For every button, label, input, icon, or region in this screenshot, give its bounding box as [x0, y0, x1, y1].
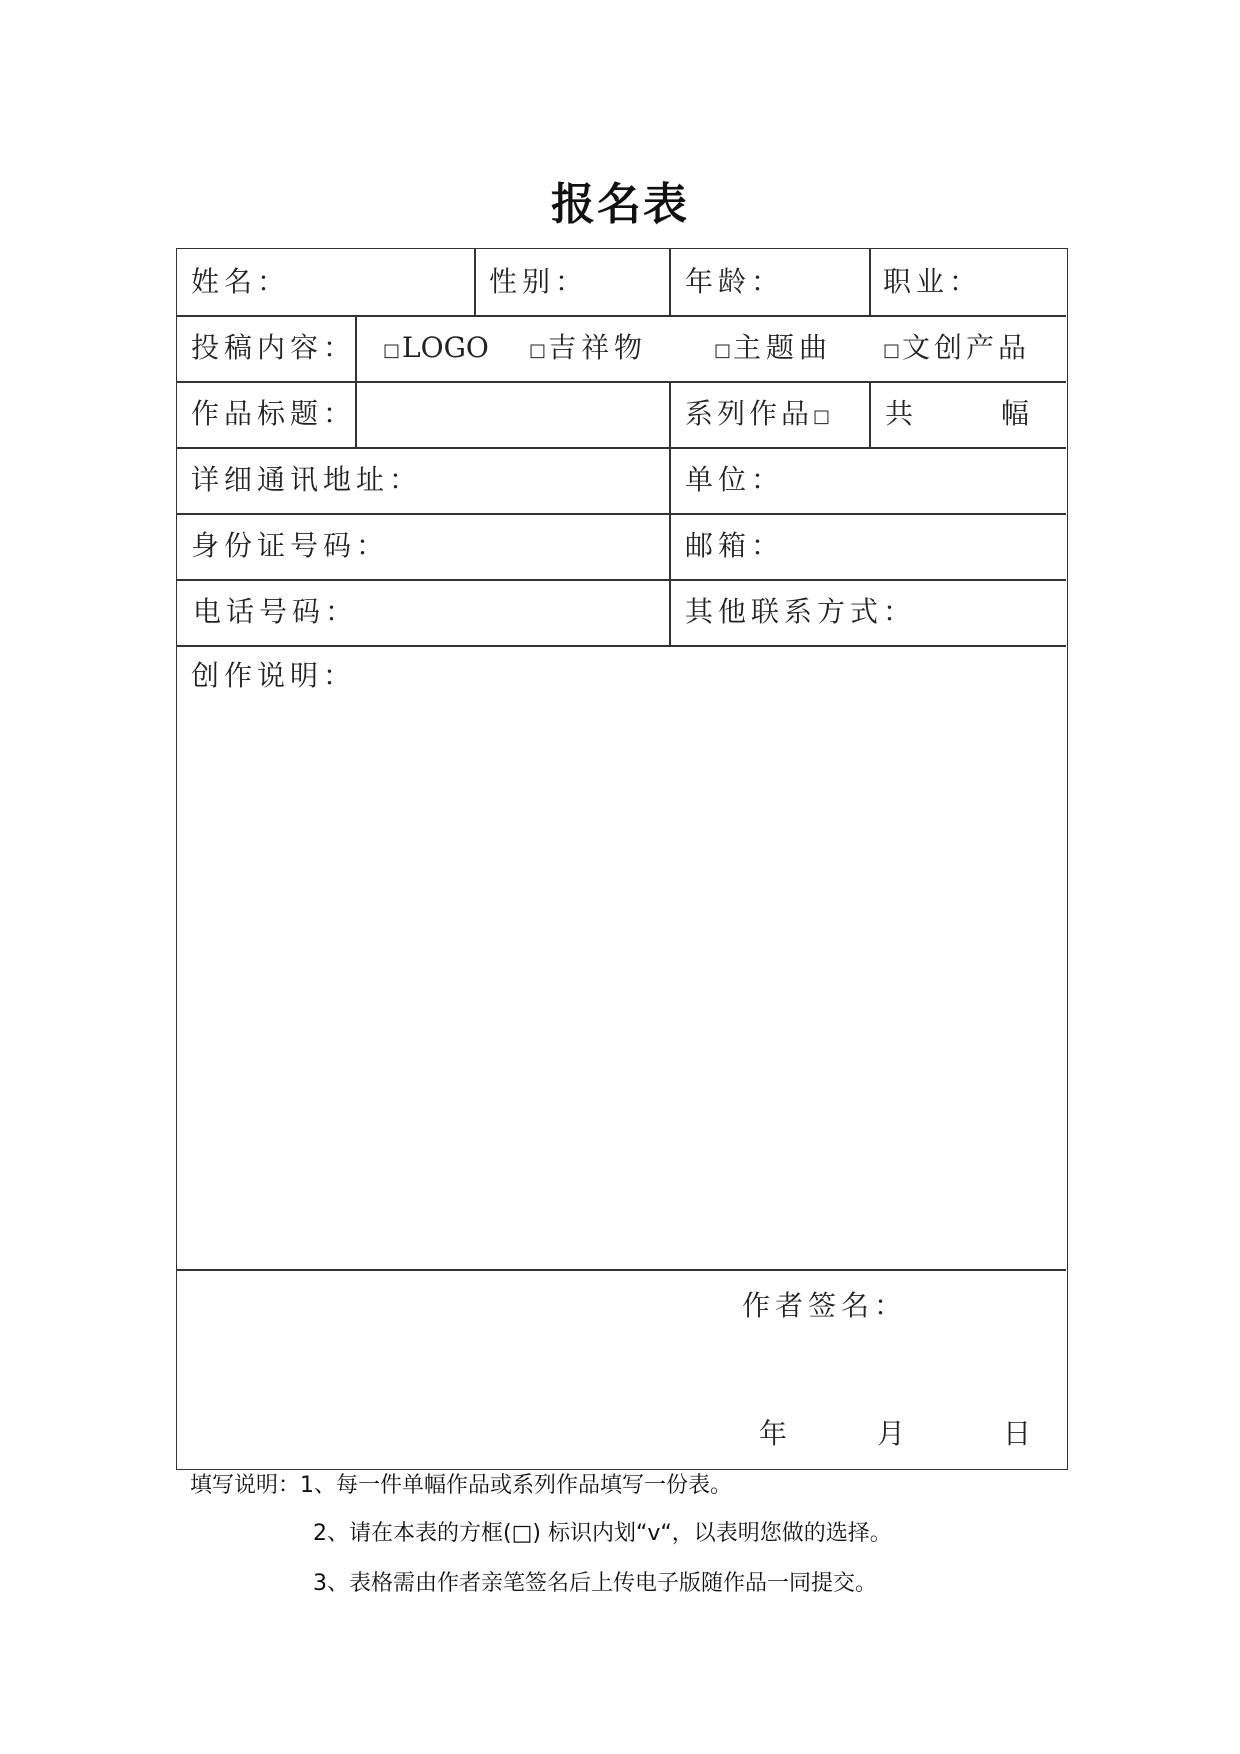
name-label: 姓名： — [191, 265, 291, 298]
total-label: 共 — [885, 397, 919, 430]
column-divider — [669, 381, 671, 645]
address-label: 详细通讯地址： — [191, 463, 423, 496]
notes-intro: 填写说明： — [190, 1473, 301, 1498]
age-label: 年龄： — [685, 265, 785, 298]
date-day-label: 日 — [1003, 1417, 1037, 1450]
logo-option-label: LOGO — [402, 331, 489, 364]
column-divider — [869, 381, 871, 447]
creative-product-option-label: 文创产品 — [902, 331, 1031, 364]
unit-label: 单位： — [685, 463, 785, 496]
logo-checkbox[interactable]: □ — [383, 340, 401, 361]
row-divider — [177, 381, 1066, 383]
mascot-option[interactable] — [529, 331, 647, 368]
logo-option[interactable] — [383, 331, 489, 368]
date-year-label: 年 — [759, 1417, 793, 1450]
date-month-label: 月 — [877, 1417, 911, 1450]
row-divider — [177, 1269, 1066, 1271]
theme-song-option[interactable] — [714, 331, 832, 368]
mascot-option-label: 吉祥物 — [548, 331, 648, 364]
id-number-label: 身份证号码： — [191, 529, 390, 562]
note-item-3: 3、表格需由作者亲笔签名后上传电子版随作品一同提交。 — [313, 1571, 877, 1596]
column-divider — [474, 249, 476, 315]
email-label: 邮箱： — [685, 529, 785, 562]
series-works-checkbox[interactable]: □ — [813, 406, 831, 427]
column-divider — [669, 249, 671, 315]
creative-product-checkbox[interactable]: □ — [883, 340, 901, 361]
gender-label: 性别： — [489, 265, 589, 298]
signature-label: 作者签名： — [742, 1289, 908, 1322]
row-divider — [177, 645, 1066, 647]
series-works-label: 系列作品 — [685, 397, 814, 430]
row-divider — [177, 447, 1066, 449]
note-item-1: 1、每一件单幅作品或系列作品填写一份表。 — [300, 1473, 733, 1498]
phone-label: 电话号码： — [193, 595, 359, 628]
column-divider — [869, 249, 871, 315]
row-divider — [177, 315, 1066, 317]
note-item-2: 2、请在本表的方框(□) 标识内划“v“，以表明您做的选择。 — [313, 1521, 892, 1546]
row-divider — [177, 513, 1066, 515]
content-label: 投稿内容： — [191, 331, 357, 364]
notes-line-1 — [190, 1468, 732, 1499]
row-divider — [177, 579, 1066, 581]
frames-label: 幅 — [1001, 397, 1035, 430]
page-title: 报名表 — [551, 179, 689, 230]
work-title-label: 作品标题： — [191, 397, 357, 430]
registration-form — [176, 248, 1068, 1470]
other-contact-label: 其他联系方式： — [685, 595, 917, 628]
theme-song-checkbox[interactable]: □ — [714, 340, 732, 361]
description-label: 创作说明： — [191, 659, 357, 692]
occupation-label: 职业： — [883, 265, 983, 298]
mascot-checkbox[interactable]: □ — [529, 340, 547, 361]
theme-song-option-label: 主题曲 — [733, 331, 833, 364]
creative-product-option[interactable] — [883, 331, 1030, 368]
series-works-option[interactable] — [685, 397, 832, 434]
